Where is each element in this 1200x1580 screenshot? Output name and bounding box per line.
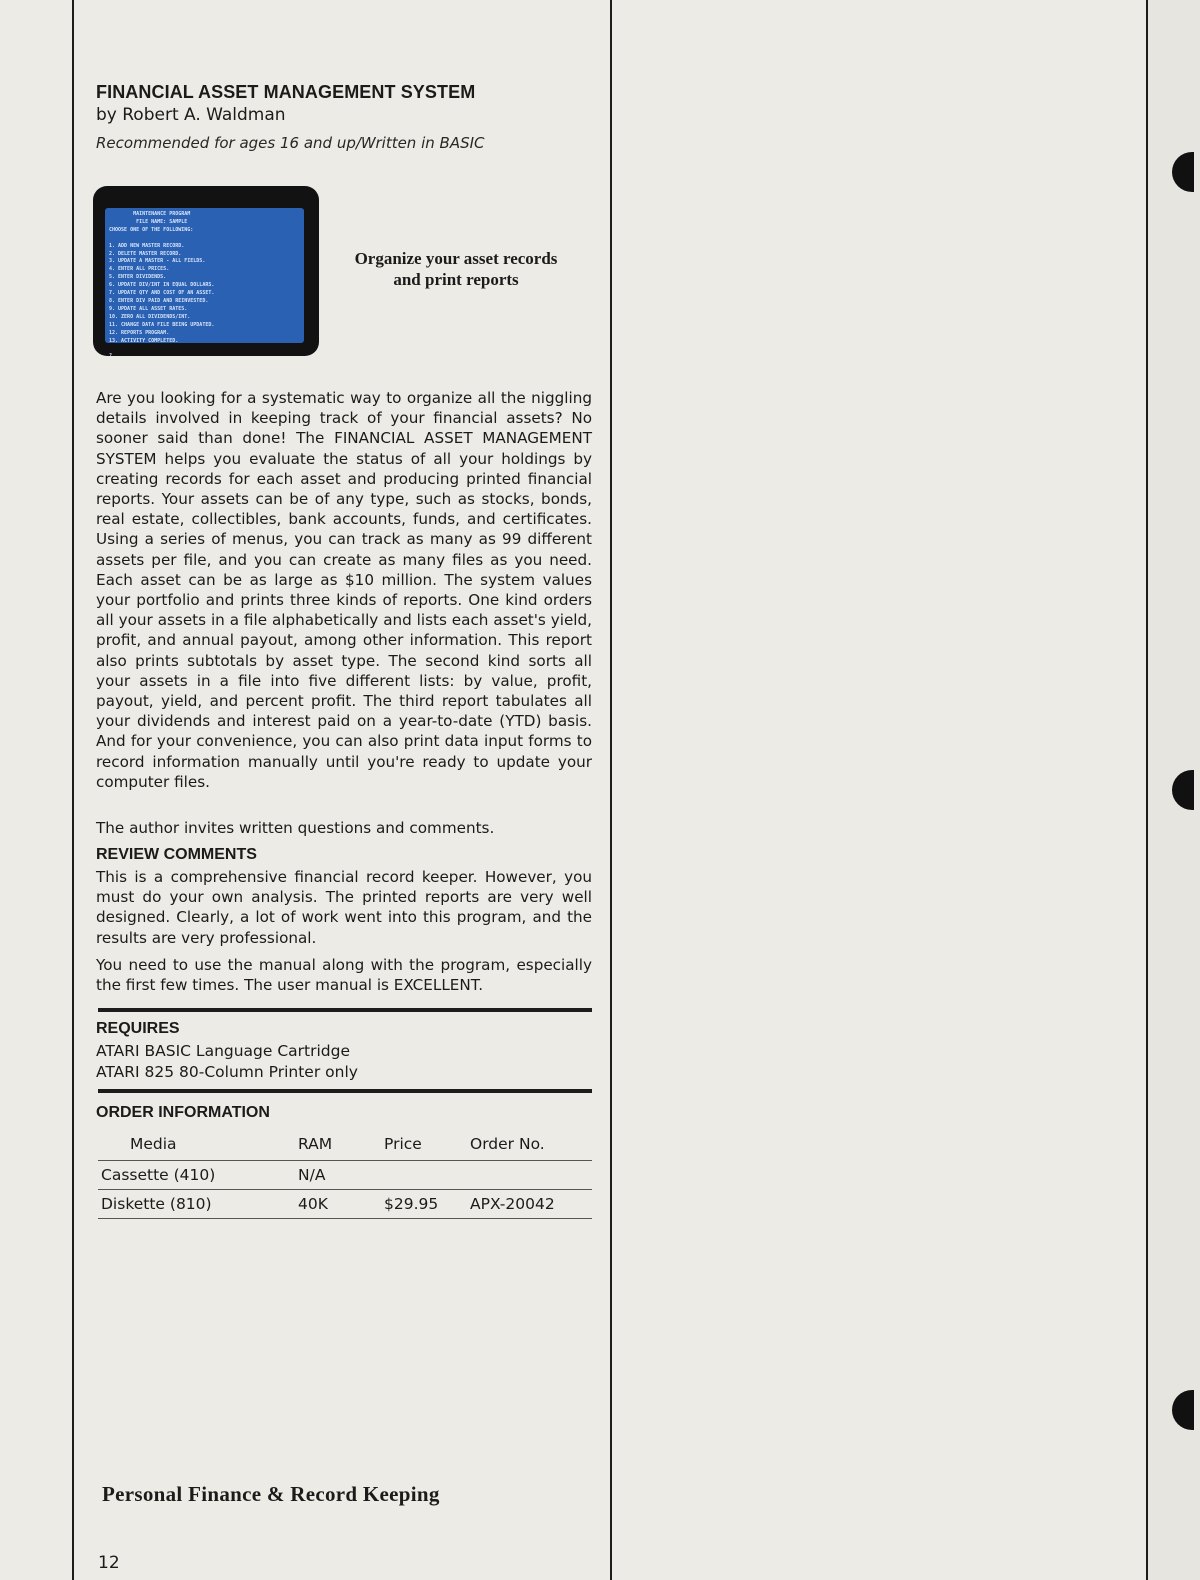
program-screen-display — [105, 208, 304, 360]
table-rule — [98, 1218, 592, 1219]
screen-line: 13. ACTIVITY COMPLETED. — [109, 337, 179, 344]
article-tagline: Organize your asset records and print reports — [354, 249, 558, 289]
order-table-header — [98, 1130, 592, 1160]
column-header-media: Media — [130, 1135, 177, 1153]
screen-line: 10. ZERO ALL DIVIDENDS/INT. — [109, 313, 191, 320]
screen-line: 1. ADD NEW MASTER RECORD. — [109, 242, 185, 249]
screen-line: 5. ENTER DIVIDENDS. — [109, 274, 167, 281]
center-column-rule — [610, 0, 612, 1580]
requires-item: ATARI 825 80-Column Printer only — [96, 1062, 358, 1081]
table-row — [98, 1190, 592, 1218]
screen-line: 2. DELETE MASTER RECORD. — [109, 250, 182, 257]
screen-line — [105, 345, 304, 353]
order-table — [98, 1130, 592, 1219]
left-column-rule — [72, 0, 74, 1580]
screen-line: ? — [109, 353, 113, 360]
cell-price: $29.95 — [384, 1195, 439, 1213]
requires-heading: REQUIRES — [96, 1020, 180, 1037]
screen-line: 4. ENTER ALL PRICES. — [109, 266, 170, 273]
screen-line: 3. UPDATE A MASTER - ALL FIELDS. — [109, 258, 206, 265]
page-number: 12 — [98, 1553, 120, 1573]
screen-line: 7. UPDATE QTY AND COST OF AN ASSET. — [109, 290, 215, 297]
review-paragraph-2: You need to use the manual along with the program, especially the first few times. The user manual is EXCELLENT. — [96, 956, 592, 995]
article-title: FINANCIAL ASSET MANAGEMENT SYSTEM — [96, 82, 476, 102]
cell-ram: 40K — [298, 1195, 328, 1213]
requires-list — [96, 1041, 592, 1082]
review-paragraph-1: This is a comprehensive financial record keeper. However, you must do your own analysis. The printed reports are very well designed. Clearly, a lot of work went into this program, and the results are very professional. — [96, 868, 592, 947]
article-recommendation: Recommended for ages 16 and up/Written in BASIC — [96, 134, 485, 152]
cell-media: Diskette (810) — [101, 1195, 212, 1213]
requires-item: ATARI BASIC Language Cartridge — [96, 1042, 351, 1060]
screen-line: CHOOSE ONE OF THE FOLLOWING: — [109, 226, 194, 233]
column-header-price: Price — [384, 1135, 422, 1153]
order-heading: ORDER INFORMATION — [96, 1104, 270, 1121]
screen-line: 9. UPDATE ALL ASSET RATES. — [109, 305, 188, 312]
cell-ram: N/A — [298, 1166, 326, 1184]
screen-line — [105, 235, 304, 243]
article-author: by Robert A. Waldman — [96, 105, 286, 125]
table-row — [98, 1161, 592, 1189]
screen-line: 8. ENTER DIV PAID AND REINVESTED. — [109, 297, 209, 304]
cell-order-no: APX-20042 — [470, 1195, 555, 1213]
screen-line: 6. UPDATE DIV/INT IN EQUAL DOLLARS. — [109, 282, 215, 289]
screen-line: 12. REPORTS PROGRAM. — [109, 329, 170, 336]
review-heading: REVIEW COMMENTS — [96, 846, 257, 863]
screen-line: MAINTENANCE PROGRAM — [109, 211, 191, 217]
cell-media: Cassette (410) — [101, 1166, 216, 1184]
section-divider — [98, 1089, 592, 1093]
screen-line: FILE NAME: SAMPLE — [109, 218, 188, 225]
article-description: Are you looking for a systematic way to organize all the niggling details involved in keeping track of your financial assets? No sooner said than done! The FINANCIAL ASSET MANAGEMENT SYSTEM helps you evaluate the status of all your holdings by creating records for each asset and producing printed financial reports. Your assets can be of any type, such as stocks, bonds, real estate, collectibles, bank accounts, funds, and certificates. Using a series of menus, you can track as many as 99 different assets per file, and you can create as many files as you need. Each asset can be as large as $10 million. The system values your portfolio and prints three kinds of reports. One kind orders all your assets in a file alphabetically and lists each asset's yield, profit, and annual payout, among other information. This report also prints subtotals by asset type. The second kind sorts all your assets in a file into five different lists: by value, profit, payout, yield, and percent profit. The third report tabulates all your dividends and interest paid on a year-to-date (YTD) basis. And for your convenience, you can also print data input forms to record information manually until you're ready to update your computer files. — [96, 389, 592, 791]
author-note: The author invites written questions and comments. — [96, 819, 495, 837]
program-screenshot — [93, 186, 319, 360]
section-title: Personal Finance & Record Keeping — [102, 1482, 440, 1506]
screen-line: 11. CHANGE DATA FILE BEING UPDATED. — [109, 321, 215, 328]
column-header-order-no: Order No. — [470, 1135, 545, 1153]
section-divider — [98, 1008, 592, 1012]
column-header-ram: RAM — [298, 1135, 333, 1153]
